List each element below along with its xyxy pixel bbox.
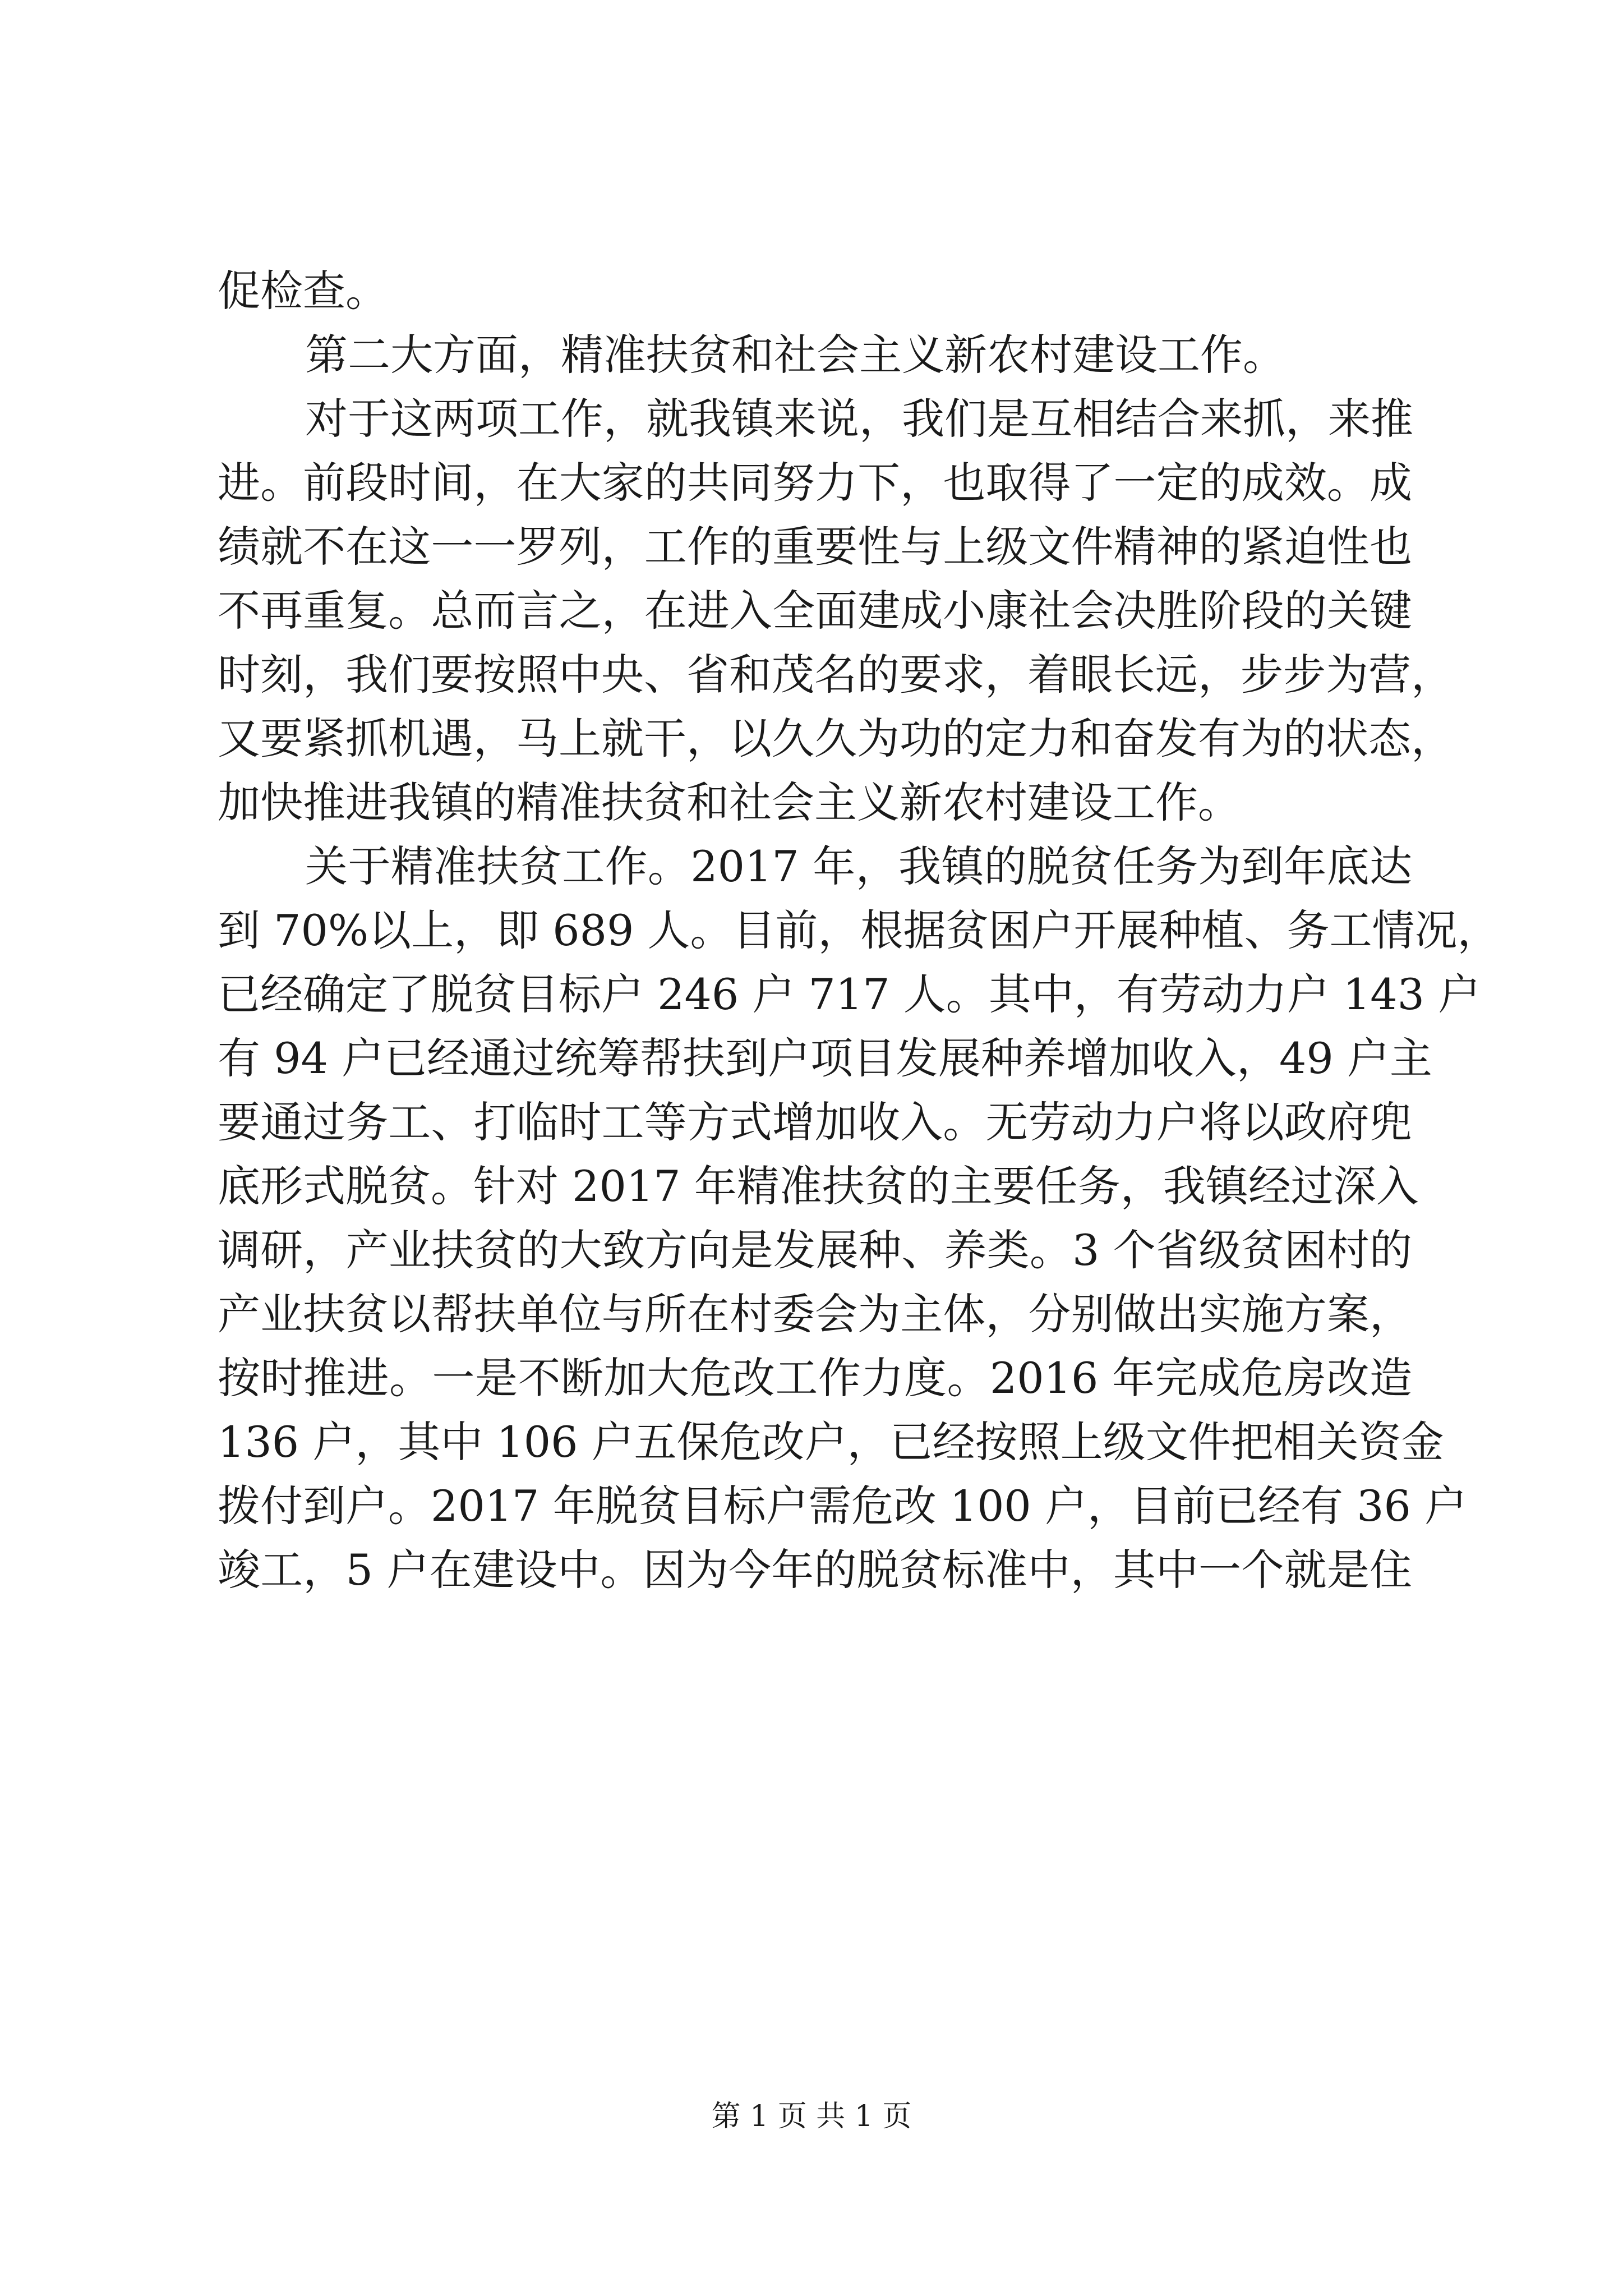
text-line: 绩就不在这一一罗列，工作的重要性与上级文件精神的紧迫性也 [218,522,1412,572]
text-line: 调研，产业扶贫的大致方向是发展种、养类。3 个省级贫困村的 [218,1225,1412,1275]
text-line: 关于精准扶贫工作。2017 年，我镇的脱贫任务为到年底达 [305,841,1412,891]
text-line: 加快推进我镇的精准扶贫和社会主义新农村建设工作。 [218,777,1241,827]
text-line: 促检查。 [218,266,388,316]
text-line: 136 户，其中 106 户五保危改户，已经按照上级文件把相关资金 [218,1417,1444,1467]
body-text [218,259,1500,1602]
text-line: 有 94 户已经通过统筹帮扶到户项目发展种养增加收入，49 户主 [218,1033,1432,1083]
text-line: 进。前段时间，在大家的共同努力下，也取得了一定的成效。成 [218,458,1412,508]
text-line: 对于这两项工作，就我镇来说，我们是互相结合来抓，来推 [305,394,1413,444]
text-line: 第二大方面，精准扶贫和社会主义新农村建设工作。 [305,330,1285,380]
page-footer: 第 1 页 共 1 页 [711,2100,912,2133]
text-line: 要通过务工、打临时工等方式增加收入。无劳动力户将以政府兜 [218,1097,1412,1147]
text-line: 到 70%以上，即 689 人。目前，根据贫困户开展种植、务工情况， [218,905,1500,955]
text-line: 时刻，我们要按照中央、省和茂名的要求，着眼长远，步步为营， [218,650,1454,700]
text-line: 产业扶贫以帮扶单位与所在村委会为主体，分别做出实施方案， [218,1289,1412,1339]
text-line: 已经确定了脱贫目标户 246 户 717 人。其中，有劳动力户 143 户 [218,969,1481,1019]
text-line: 竣工，5 户在建设中。因为今年的脱贫标准中，其中一个就是住 [218,1545,1412,1595]
text-line: 又要紧抓机遇，马上就干，以久久为功的定力和奋发有为的状态， [218,714,1454,763]
text-line: 底形式脱贫。针对 2017 年精准扶贫的主要任务，我镇经过深入 [218,1161,1419,1211]
text-line: 不再重复。总而言之，在进入全面建成小康社会决胜阶段的关键 [218,586,1412,636]
text-line: 拨付到户。2017 年脱贫目标户需危改 100 户，目前已经有 36 户 [218,1481,1467,1531]
text-line: 按时推进。一是不断加大危改工作力度。2016 年完成危房改造 [218,1353,1412,1403]
